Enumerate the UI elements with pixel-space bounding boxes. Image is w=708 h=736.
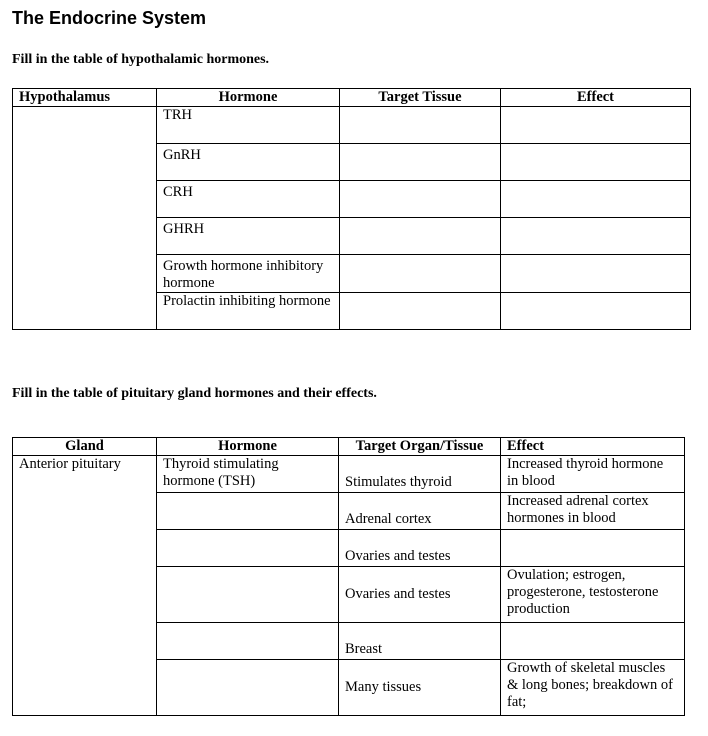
hormone-cell: TRH	[157, 107, 340, 144]
hypothalamic-hormones-table	[12, 88, 691, 330]
target-cell	[340, 255, 501, 293]
header-target-organ: Target Organ/Tissue	[339, 438, 501, 456]
target-cell	[340, 293, 501, 330]
header-target-tissue: Target Tissue	[340, 89, 501, 107]
target-cell: Stimulates thyroid	[339, 456, 501, 493]
instruction-pituitary: Fill in the table of pituitary gland hormones and their effects.	[12, 386, 377, 401]
effect-cell	[501, 181, 691, 218]
table-row	[13, 456, 685, 493]
header-gland: Gland	[13, 438, 157, 456]
header-hypothalamus: Hypothalamus	[13, 89, 157, 107]
hormone-cell: Prolactin inhibiting hormone	[157, 293, 340, 330]
hormone-cell	[157, 493, 339, 530]
target-cell: Ovaries and testes	[339, 530, 501, 567]
header-hormone: Hormone	[157, 438, 339, 456]
hormone-cell	[157, 530, 339, 567]
table-header-row	[13, 89, 691, 107]
hormone-cell: Thyroid stimulating hormone (TSH)	[157, 456, 339, 493]
target-cell	[340, 107, 501, 144]
effect-cell	[501, 107, 691, 144]
effect-cell: Increased thyroid hormone in blood	[501, 456, 685, 493]
pituitary-hormones-table	[12, 437, 685, 716]
page-title: The Endocrine System	[12, 8, 207, 28]
target-cell: Ovaries and testes	[339, 567, 501, 623]
header-effect: Effect	[501, 89, 691, 107]
effect-cell: Increased adrenal cortex hormones in blood	[501, 493, 685, 530]
effect-cell	[501, 623, 685, 660]
effect-cell: Growth of skeletal muscles & long bones; breakdown of fat;	[501, 660, 685, 716]
effect-cell: Ovulation; estrogen, progesterone, testosterone production	[501, 567, 685, 623]
hormone-cell: CRH	[157, 181, 340, 218]
header-effect: Effect	[501, 438, 685, 456]
instruction-hypothalamic: Fill in the table of hypothalamic hormones.	[12, 52, 270, 67]
target-cell	[340, 144, 501, 181]
effect-cell	[501, 293, 691, 330]
target-cell: Breast	[339, 623, 501, 660]
effect-cell	[501, 144, 691, 181]
hypothalamus-cell	[13, 107, 157, 330]
target-cell: Many tissues	[339, 660, 501, 716]
target-cell	[340, 218, 501, 255]
header-hormone: Hormone	[157, 89, 340, 107]
hormone-cell: Growth hormone inhibitory hormone	[157, 255, 340, 293]
hormone-cell	[157, 623, 339, 660]
hormone-cell	[157, 660, 339, 716]
gland-cell: Anterior pituitary	[13, 456, 157, 716]
hormone-cell: GHRH	[157, 218, 340, 255]
effect-cell	[501, 255, 691, 293]
hormone-cell	[157, 567, 339, 623]
effect-cell	[501, 218, 691, 255]
table-header-row	[13, 438, 685, 456]
effect-cell	[501, 530, 685, 567]
table-row	[13, 107, 691, 144]
hormone-cell: GnRH	[157, 144, 340, 181]
target-cell: Adrenal cortex	[339, 493, 501, 530]
target-cell	[340, 181, 501, 218]
